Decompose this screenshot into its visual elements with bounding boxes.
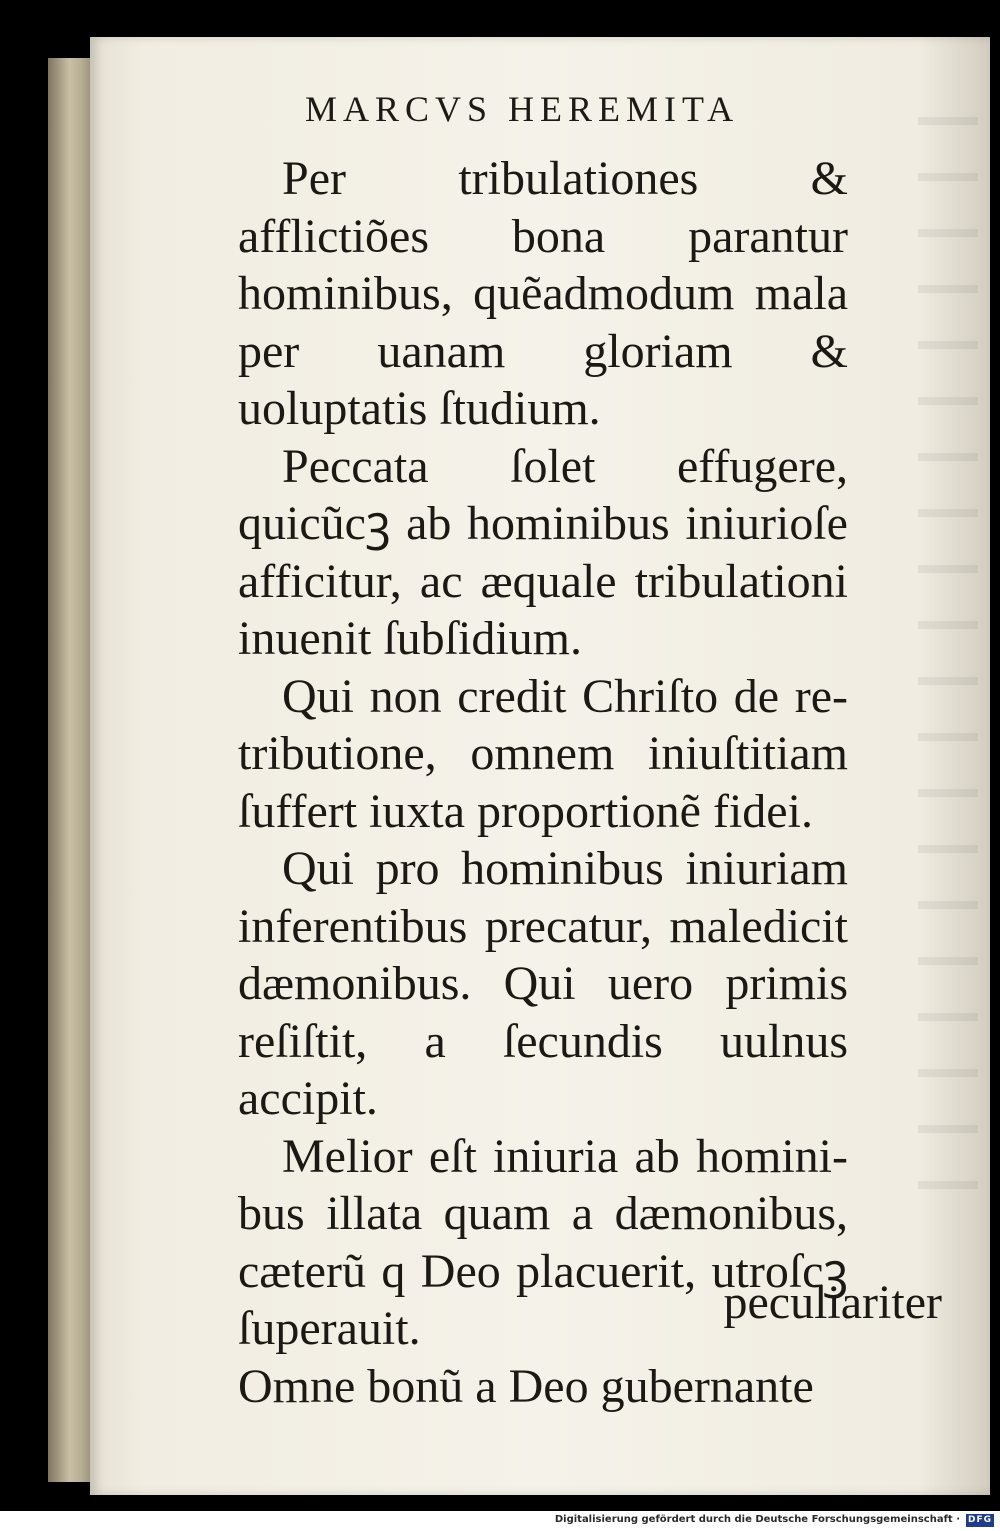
catchword: peculiariter [723,1276,942,1329]
paragraph-6: Omne bonũ a Deo gubernante [238,1359,814,1413]
paragraph-2: Peccata ſolet effugere, quicũcꝫ ab hominibus iniurioſe afficitur, ac æquale tribulationi inuenit ſubſidium. [238,439,848,665]
funding-notice: Digitalisierung gefördert durch die Deutsche Forschungsgemeinschaft · [554,1514,960,1525]
paragraph-5: Melior eſt iniuria ab hominibus illata quam a dæmonibus, cæterũ q Deo placuerit, utroſcꝫ ſuperauit. [238,1129,848,1355]
digitization-footer [0,1511,1000,1531]
show-through [918,117,978,1217]
page-text [238,150,848,1415]
paragraph-4: Qui pro hominibus iniuriam inferentibus precatur, maledicit dæmonibus. Qui uero primis reſiſtit, a ſecundis uulnus accipit. [238,842,848,1125]
running-head: MARCVS HEREMITA [305,89,740,129]
book-edge [48,58,96,1482]
paragraph-1: Per tribulationes & afflictiões bona parantur hominibus, quẽadmodum mala per uanam gloriam & uoluptatis ſtudium. [238,152,848,435]
paragraph-3: Qui non credit Chriſto de retributione, omnem iniuſtitiam ſuffert iuxta proportionẽ fidei. [238,669,848,838]
dfg-logo: DFG [967,1515,992,1525]
